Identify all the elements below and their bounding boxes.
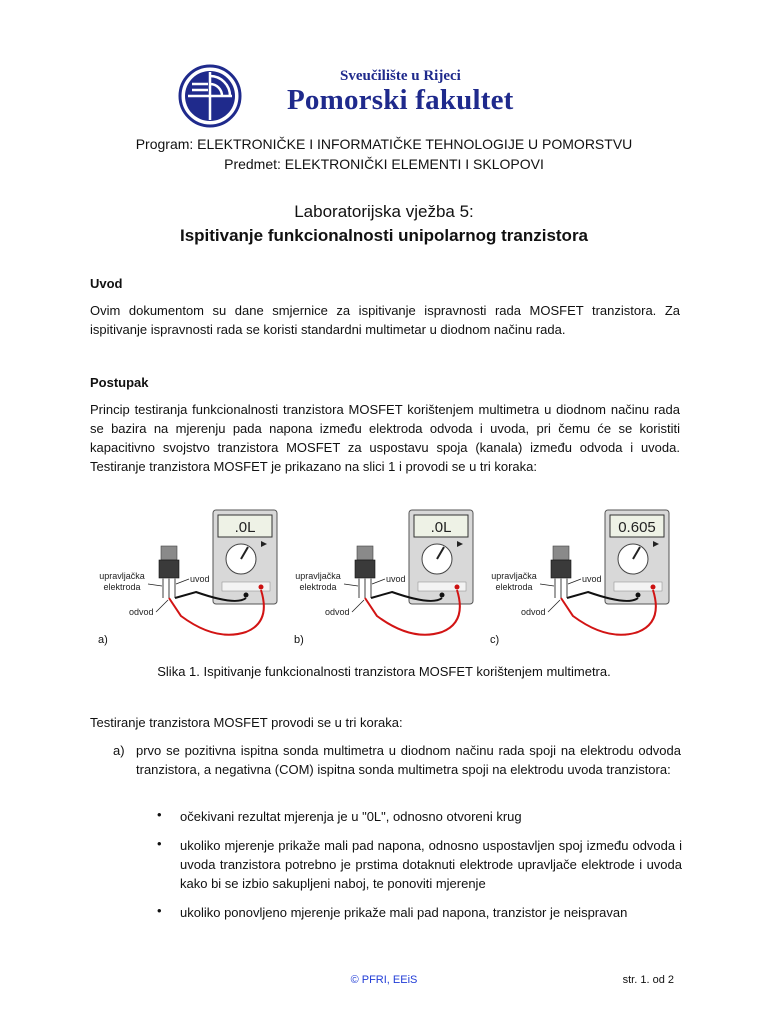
- faculty-name: Pomorski fakultet: [287, 84, 514, 116]
- multimeter-reading: .0L: [430, 519, 452, 536]
- transistor-body: [159, 560, 179, 578]
- faculty-logo: [178, 64, 242, 128]
- transistor-tab: [357, 546, 373, 560]
- bullet-item: očekivani rezultat mjerenja je u "0L", odnosno otvoreni krug: [180, 809, 522, 824]
- transistor-tab: [553, 546, 569, 560]
- figure-panel: [490, 510, 669, 646]
- transistor-body: [551, 560, 571, 578]
- figure-panel: [98, 510, 277, 646]
- lab-title: Ispitivanje funkcionalnosti unipolarnog tranzistora: [179, 226, 589, 245]
- figure-caption: Slika 1. Ispitivanje funkcionalnosti tranzistora MOSFET korištenjem multimetra.: [157, 664, 611, 679]
- red-jack: [651, 585, 656, 590]
- bullet-item: ukoliko ponovljeno mjerenje prikaže mali pad napona, tranzistor je neispravan: [180, 905, 628, 920]
- figure-panel: [294, 510, 473, 646]
- subject-line: Predmet: ELEKTRONIČKI ELEMENTI I SKLOPOVI: [224, 156, 544, 172]
- com-jack: [440, 593, 445, 598]
- figure-multimeter-test: [96, 506, 696, 652]
- source-label: uvod: [582, 574, 602, 584]
- source-pointer: [568, 579, 581, 584]
- uvod-heading: Uvod: [90, 276, 123, 291]
- gate-label: elektroda: [103, 582, 141, 592]
- drain-label: odvod: [129, 607, 154, 617]
- transistor-tab: [161, 546, 177, 560]
- gate-pointer: [344, 584, 358, 586]
- drain-pointer: [156, 600, 168, 612]
- source-label: uvod: [386, 574, 406, 584]
- com-jack: [636, 593, 641, 598]
- step-a-label: a): [113, 743, 125, 758]
- multimeter-reading: .0L: [234, 519, 256, 536]
- source-pointer: [176, 579, 189, 584]
- red-jack: [259, 585, 264, 590]
- drain-label: odvod: [325, 607, 350, 617]
- step-a: [113, 741, 683, 801]
- panel-label: b): [294, 634, 304, 646]
- gate-pointer: [540, 584, 554, 586]
- bullet-symbol: •: [157, 836, 162, 851]
- source-label: uvod: [190, 574, 210, 584]
- uvod-paragraph: Ovim dokumentom su dane smjernice za ispitivanje ispravnosti rada MOSFET tranzistora. Za ispitivanje ispravnosti rada se koristi standardni multimetar u diodnom načinu rada.: [90, 303, 680, 337]
- bullet-symbol: •: [157, 903, 162, 918]
- gate-pointer: [148, 584, 162, 586]
- program-line: Program: ELEKTRONIČKE I INFORMATIČKE TEHNOLOGIJE U POMORSTVU: [135, 136, 633, 152]
- panel-label: c): [490, 634, 500, 646]
- bullet-item: ukoliko mjerenje prikaže mali pad napona, odnosno uspostavljen spoj između odvoda i uvoda tranzistora potrebno je prstima dotaknuti elektrode upravljače elektrode i uvoda kako bi se izbio sakupljeni naboj, te ponoviti mjerenje: [180, 838, 682, 891]
- step-a-text: prvo se pozitivna ispitna sonda multimetra u diodnom načinu rada spoji na elektrodu odvoda tranzistora, a negativna (COM) ispitna sonda multimetra spoji na elektrodu uvoda tranzistora:: [136, 743, 681, 777]
- transistor-body: [355, 560, 375, 578]
- source-pointer: [372, 579, 385, 584]
- gate-label: upravljačka: [491, 571, 537, 581]
- lab-number: Laboratorijska vježba 5:: [294, 202, 474, 221]
- gate-label: upravljačka: [99, 571, 145, 581]
- drain-label: odvod: [521, 607, 546, 617]
- footer-page-number: str. 1. od 2: [622, 974, 674, 986]
- drain-pointer: [352, 600, 364, 612]
- bullet-symbol: •: [157, 807, 162, 822]
- steps-intro: Testiranje tranzistora MOSFET provodi se u tri koraka:: [90, 715, 403, 730]
- university-name: Sveučilište u Rijeci: [340, 68, 461, 84]
- postupak-paragraph: Princip testiranja funkcionalnosti tranzistora MOSFET korištenjem multimetra u diodnom načinu rada se bazira na mjerenju pada napona između elektroda odvoda i uvoda, pri čemu će se koristiti kapacitivno svojstvo tranzistora MOSFET za uspostavu spoja (kanala) između odvoda i uvoda. Testiranje tranzistora MOSFET je prikazano na slici 1 i provodi se u tri koraka:: [90, 402, 680, 474]
- postupak-heading: Postupak: [90, 375, 149, 390]
- gate-label: elektroda: [495, 582, 533, 592]
- gate-label: elektroda: [299, 582, 337, 592]
- com-jack: [244, 593, 249, 598]
- footer-copyright[interactable]: © PFRI, EEiS: [350, 974, 418, 986]
- drain-pointer: [548, 600, 560, 612]
- multimeter-reading: 0.605: [618, 519, 656, 536]
- red-jack: [455, 585, 460, 590]
- gate-label: upravljačka: [295, 571, 341, 581]
- panel-label: a): [98, 634, 108, 646]
